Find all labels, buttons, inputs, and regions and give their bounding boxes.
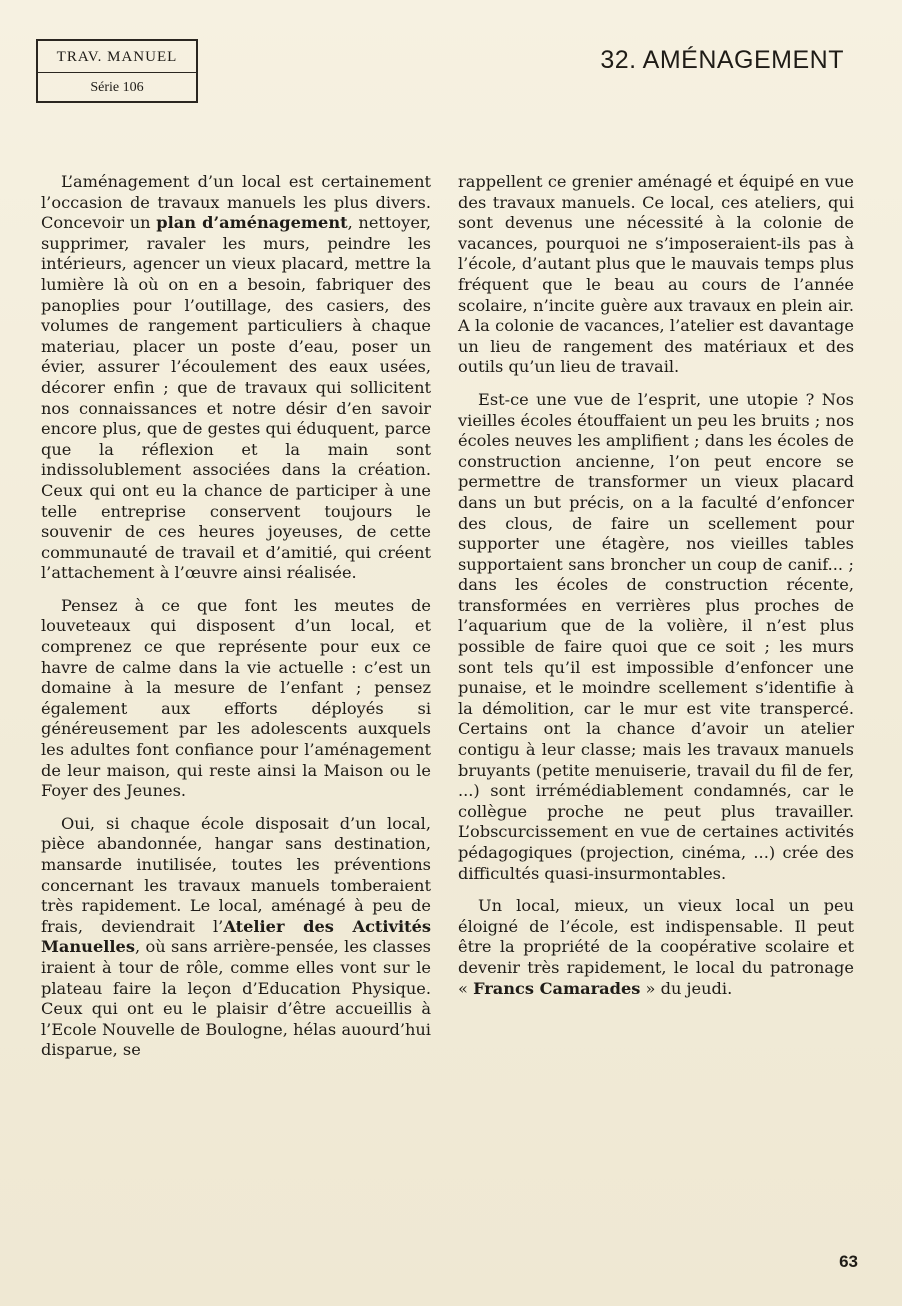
bold-text: Francs Camarades (473, 978, 641, 998)
text-run: Oui, si chaque école disposait d’un local, pièce abandonnée, hangar sans destination, mansarde inutilisée, toutes les préventions concernant les travaux manuels tomberaient très rapidement. Le local, aménagé à peu de frais, deviendrait l’ (41, 813, 431, 936)
paragraph (41, 814, 431, 1061)
text-run: Est-ce une vue de l’esprit, une utopie ? Nos vieilles écoles étouffaient un peu les bruits ; nos écoles neuves les amplifient ; dans les écoles de construction ancienne, l’on peut encore se permettre de transformer un vieux placard dans un but précis, on a la faculté d’enfoncer des clous, de faire un scellement pour supporter une étagère, nos vieilles tables supportaient sans broncher un coup de canif... ; dans les écoles de construction récente, transformées en verrières plus proches de l’aquarium que de la volière, il n’est plus possible de faire quoi que ce soit ; les murs sont tels qu’il est impossible d’enfoncer une punaise, et le moindre scellement s’identifie à la démolition, car le mur est vite transpercé. Certains ont la chance d’avoir un atelier contigu à leur classe; mais les travaux manuels bruyants (petite menuiserie, travail du fil de fer, ...) sont irrémédiablement condamnés, car le collègue proche ne peut plus travailler. L’obscurcissement en vue de certaines activités pédagogiques (projection, cinéma, ...) crée des difficultés quasi-insurmontables. (458, 389, 854, 883)
text-run: rappellent ce grenier aménagé et équipé en vue des travaux manuels. Ce local, ces ateliers, qui sont devenus une nécessité à la colonie de vacances, pourquoi ne s’imposeraient-ils pas à l’école, d’autant plus que le mauvais temps plus fréquent que le beau au cours de l’année scolaire, n’incite guère aux travaux en plein air. A la colonie de vacances, l’atelier est davantage un lieu de rangement des matériaux et des outils qu’un lieu de travail. (458, 172, 854, 377)
paragraph (458, 896, 854, 999)
paragraph (41, 172, 431, 584)
category-label: TRAV. MANUEL (38, 41, 196, 73)
page-number: 63 (839, 1252, 858, 1271)
right-column (458, 172, 854, 1011)
bold-text: Atelier des Activités Manuelles (41, 916, 431, 957)
text-run: Un local, mieux, un vieux local un peu éloigné de l’école, est indispensable. Il peut être la propriété de la coopérative scolaire et devenir très rapidement, le local du patronage « (458, 896, 854, 998)
left-column (41, 172, 431, 1073)
paragraph (458, 172, 854, 378)
text-run: , nettoyer, supprimer, ravaler les murs, peindre les intérieurs, agencer un vieux placard, mettre la lumière là où on en a besoin, fabriquer des panoplies pour l’outillage, des casiers, des volumes de rangement particuliers à chaque materiau, placer un poste d’eau, poser un évier, assurer l’écoulement des eaux usées, décorer enfin ; que de travaux qui sollicitent nos connaissances et notre désir d’en savoir encore plus, que de gestes qui éduquent, parce que la réflexion et la main sont indissolublement associées dans la création. Ceux qui ont eu la chance de participer à une telle entreprise conservent toujours le souvenir de ces heures joyeuses, de cette communauté de travail et d’amitié, qui créent l’attachement à l’œuvre ainsi réalisée. (41, 213, 432, 583)
series-label: Série 106 (90, 80, 144, 95)
page-title: 32. AMÉNAGEMENT (600, 46, 844, 74)
bold-text: plan d’aménagement (156, 213, 348, 233)
text-run: Pensez à ce que font les meutes de louveteaux qui disposent d’un local, et comprenez ce que représente pour eux ce havre de calme dans la vie actuelle : c’est un domaine à la mesure de l’enfant ; pensez également aux efforts déployés si généreusement par les adolescents auxquels les adultes font confiance pour l’aménagement de leur maison, qui reste ainsi la Maison ou le Foyer des Jeunes. (41, 595, 431, 801)
paragraph (458, 390, 854, 884)
text-run: , où sans arrière-pensée, les classes iraient à tour de rôle, comme elles vont sur le plateau faire la leçon d’Education Physique. Ceux qui ont eu le plaisir d’être accueillis à l’Ecole Nouvelle de Boulogne, hélas auourd’hui disparue, se (41, 937, 431, 1060)
text-run: » du jeudi. (640, 978, 733, 998)
text-run: L’aménagement d’un local est certainement l’occasion de travaux manuels les plus divers. Concevoir un (41, 172, 431, 233)
series-label-box (36, 39, 198, 103)
paragraph (41, 596, 431, 802)
